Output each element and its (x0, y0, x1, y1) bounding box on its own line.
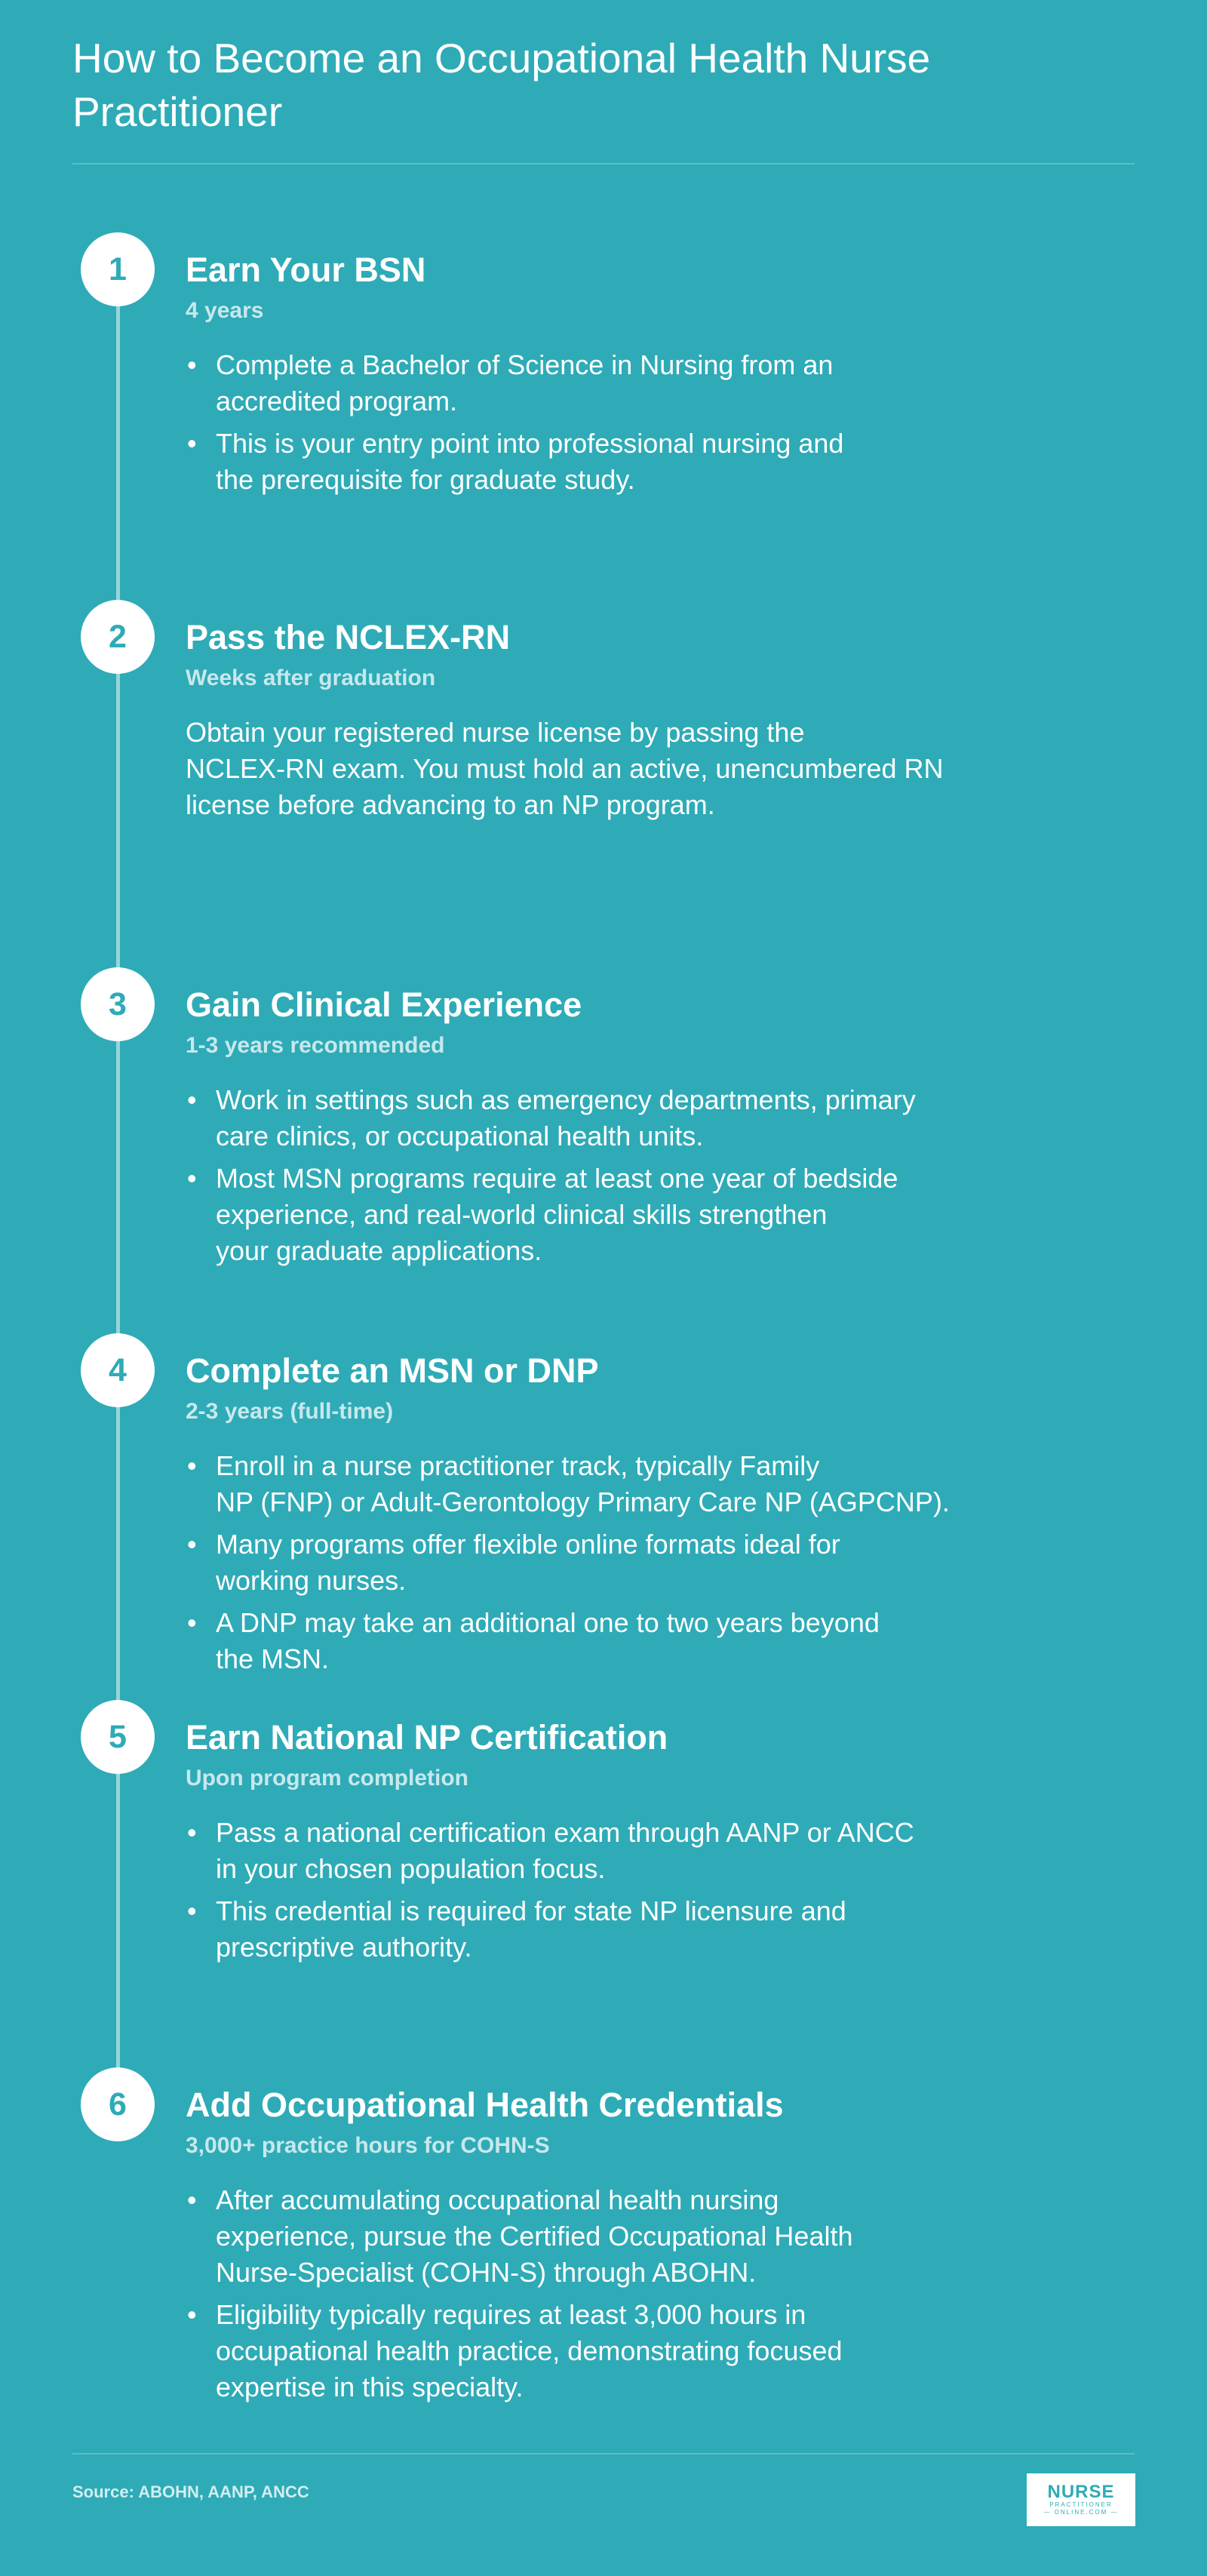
bullet-text-line: care clinics, or occupational health units. (216, 1120, 704, 1151)
bullet-item (186, 1448, 1015, 1520)
step-title: Earn Your BSN (186, 251, 426, 289)
step-title: Earn National NP Certification (186, 1718, 668, 1757)
page-title: How to Become an Occupational Health Nurse Practitioner (72, 35, 931, 135)
step-number-badge: 2 (81, 600, 155, 674)
bullet-item (186, 1160, 1015, 1269)
step-number-badge: 5 (81, 1700, 155, 1774)
bullet-text-line: Complete a Bachelor of Science in Nursing from an (216, 349, 834, 380)
bullet-item (186, 1815, 1015, 1887)
bullet-item (186, 426, 1015, 498)
bullet-text-line: Eligibility typically requires at least 3,000 hours in (216, 2299, 806, 2330)
bullet-icon: • (187, 1895, 197, 1926)
bullet-icon: • (187, 1529, 197, 1560)
bullet-text-line: After accumulating occupational health nursing (216, 2184, 779, 2215)
bullet-icon: • (187, 428, 197, 459)
step-title: Gain Clinical Experience (186, 985, 582, 1024)
bullet-text-line: the MSN. (216, 1643, 330, 1674)
bullet-text-line: expertise in this specialty. (216, 2372, 524, 2402)
step-title: Add Occupational Health Credentials (186, 2086, 784, 2124)
bullet-text-line: experience, pursue the Certified Occupational Health (216, 2221, 853, 2252)
step-bullet-list (186, 1448, 1015, 1683)
bullet-item (186, 2182, 1015, 2291)
logo-domain: — ONLINE.COM — (1043, 2509, 1119, 2516)
bullet-text-line: your graduate applications. (216, 1235, 542, 1266)
logo-subtitle: PRACTITIONER (1049, 2501, 1113, 2508)
bullet-item (186, 347, 1015, 420)
step-title: Complete an MSN or DNP (186, 1351, 599, 1390)
bullet-icon: • (187, 2184, 197, 2215)
bullet-item (186, 2297, 1015, 2405)
step-number-badge: 6 (81, 2067, 155, 2141)
bullet-text-line: working nurses. (216, 1565, 407, 1596)
step-number-badge: 4 (81, 1333, 155, 1407)
bullet-icon: • (187, 1450, 197, 1481)
header-divider (72, 163, 1135, 164)
step-bullet-list (186, 347, 1015, 504)
bullet-item (186, 1526, 1015, 1599)
step-duration: 2-3 years (full-time) (186, 1399, 394, 1424)
bullet-item (186, 1082, 1015, 1154)
footer-divider (72, 2453, 1135, 2455)
step-duration: 3,000+ practice hours for COHN-S (186, 2133, 550, 2158)
bullet-item (186, 1893, 1015, 1966)
bullet-text-line: This credential is required for state NP licensure and (216, 1895, 846, 1926)
bullet-text-line: occupational health practice, demonstrating focused (216, 2335, 843, 2366)
bullet-icon: • (187, 1817, 197, 1848)
bullet-icon: • (187, 349, 197, 380)
logo-wordmark: NURSE (1047, 2482, 1115, 2502)
step-duration: 4 years (186, 298, 264, 323)
bullet-icon: • (187, 1084, 197, 1115)
bullet-text-line: prescriptive authority. (216, 1932, 472, 1963)
description-text-line: NCLEX-RN exam. You must hold an active, unencumbered RN (186, 753, 944, 784)
step-duration: Upon program completion (186, 1766, 468, 1791)
bullet-text-line: Most MSN programs require at least one year of bedside (216, 1163, 898, 1194)
description-text-line: Obtain your registered nurse license by passing the (186, 717, 805, 748)
step-duration: 1-3 years recommended (186, 1033, 445, 1058)
bullet-text-line: in your chosen population focus. (216, 1853, 606, 1884)
bullet-icon: • (187, 1163, 197, 1194)
step-bullet-list (186, 1082, 1015, 1275)
bullet-text-line: This is your entry point into professional nursing and (216, 428, 844, 459)
bullet-text-line: A DNP may take an additional one to two years beyond (216, 1607, 880, 1638)
step-title: Pass the NCLEX-RN (186, 618, 511, 656)
step-description (186, 715, 1046, 823)
nurse-practitioner-online-logo[interactable] (1027, 2473, 1135, 2526)
description-text-line: license before advancing to an NP program. (186, 789, 715, 820)
bullet-text-line: Nurse-Specialist (COHN-S) through ABOHN. (216, 2257, 757, 2288)
bullet-text-line: Many programs offer flexible online formats ideal for (216, 1529, 840, 1560)
bullet-icon: • (187, 1607, 197, 1638)
source-note: Source: ABOHN, AANP, ANCC (72, 2482, 309, 2501)
bullet-text-line: accredited program. (216, 386, 458, 417)
bullet-text-line: experience, and real-world clinical skills strengthen (216, 1199, 828, 1230)
step-bullet-list (186, 2182, 1015, 2412)
bullet-text-line: Pass a national certification exam through AANP or ANCC (216, 1817, 914, 1848)
timeline-line (116, 260, 120, 2094)
bullet-text-line: the prerequisite for graduate study. (216, 464, 635, 495)
bullet-text-line: NP (FNP) or Adult-Gerontology Primary Care NP (AGPCNP). (216, 1486, 950, 1517)
step-bullet-list (186, 1815, 1015, 1972)
step-number-badge: 3 (81, 967, 155, 1041)
bullet-text-line: Enroll in a nurse practitioner track, typically Family (216, 1450, 820, 1481)
bullet-icon: • (187, 2299, 197, 2330)
bullet-text-line: Work in settings such as emergency departments, primary (216, 1084, 916, 1115)
bullet-item (186, 1605, 1015, 1677)
step-number-badge: 1 (81, 232, 155, 306)
step-duration: Weeks after graduation (186, 666, 436, 690)
